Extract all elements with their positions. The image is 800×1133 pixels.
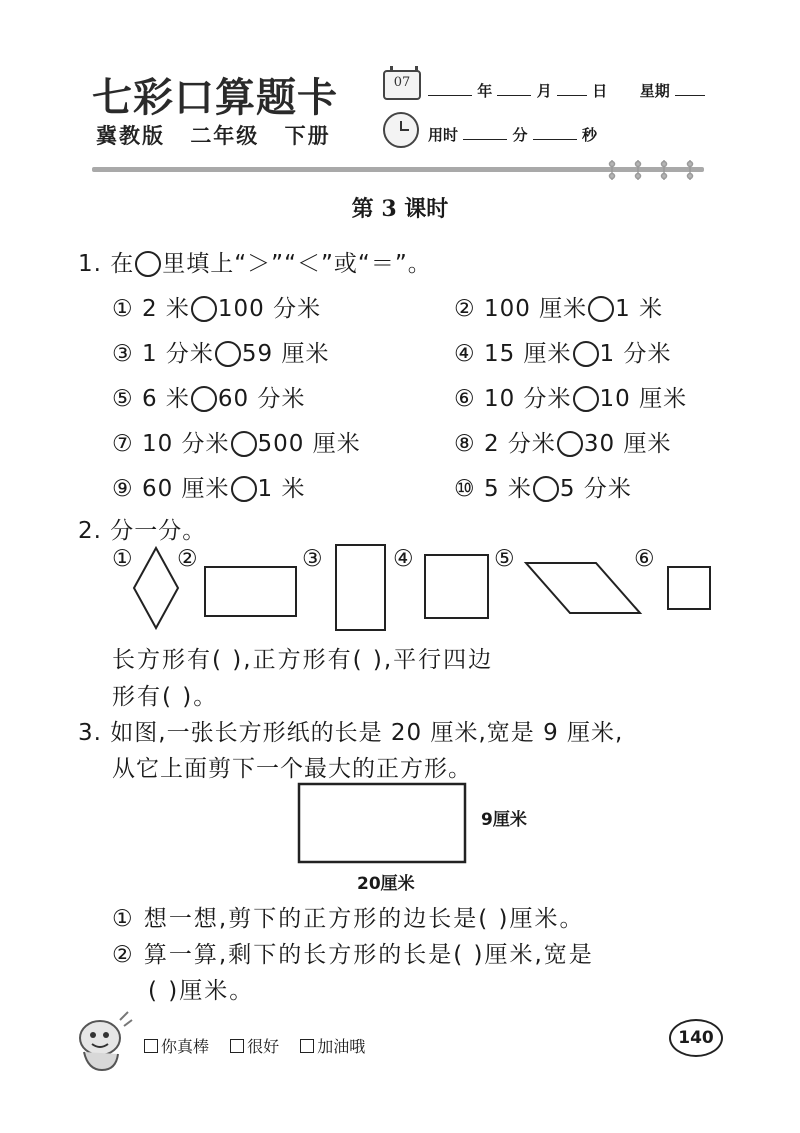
weekday-label: 星期 bbox=[639, 82, 670, 100]
shape-label-5: ⑤ bbox=[494, 546, 515, 572]
shape-label-1: ① bbox=[112, 546, 133, 572]
time-label: 用时 bbox=[428, 126, 459, 144]
item-right: 1 米 bbox=[615, 296, 664, 322]
item-left: 100 厘米 bbox=[483, 296, 588, 322]
mascot-icon bbox=[70, 1008, 136, 1074]
year-label: 年 bbox=[477, 82, 493, 100]
q2-answer-line-1[interactable]: 长方形有( ),正方形有( ),平行四边 bbox=[112, 647, 494, 673]
q3-sub-2[interactable]: ② 算一算,剩下的长方形的长是( )厘米,宽是 bbox=[112, 942, 594, 968]
minute-label: 分 bbox=[512, 126, 528, 144]
shape-rhombus bbox=[134, 548, 178, 628]
shape-label-2: ② bbox=[177, 546, 198, 572]
brand-title: 七彩口算题卡 bbox=[92, 74, 338, 121]
rating-option-great[interactable] bbox=[144, 1037, 209, 1056]
q1-prompt-a: 在 bbox=[110, 251, 135, 277]
item-left: 10 分米 bbox=[141, 431, 230, 457]
item-left: 15 厘米 bbox=[483, 341, 572, 367]
item-number: ⑦ bbox=[112, 431, 134, 457]
rating-options bbox=[144, 1034, 381, 1057]
checkbox-icon bbox=[144, 1039, 158, 1053]
q2-text: 分一分。 bbox=[110, 518, 207, 544]
day-label: 日 bbox=[592, 82, 608, 100]
checkbox-icon bbox=[300, 1039, 314, 1053]
calendar-day: 07 bbox=[393, 75, 411, 90]
item-left: 1 分米 bbox=[141, 341, 214, 367]
rating-option-label: 很好 bbox=[247, 1037, 280, 1056]
item-left: 2 米 bbox=[141, 296, 190, 322]
q1-number: 1. bbox=[78, 251, 102, 277]
q3-sub-3[interactable]: ( )厘米。 bbox=[148, 978, 255, 1004]
length-label: 20厘米 bbox=[357, 874, 415, 894]
item-number: ④ bbox=[454, 341, 476, 367]
item-left: 5 米 bbox=[483, 476, 532, 502]
item-right: 100 分米 bbox=[217, 296, 322, 322]
edition-grade: 二年级 bbox=[190, 124, 260, 148]
item-right: 60 分米 bbox=[217, 386, 306, 412]
item-left: 6 米 bbox=[141, 386, 190, 412]
item-left: 10 分米 bbox=[483, 386, 572, 412]
shape-parallelogram bbox=[526, 563, 640, 613]
shape-rectangle-tall bbox=[336, 545, 385, 630]
item-right: 59 厘米 bbox=[241, 341, 330, 367]
q3-text-1: 如图,一张长方形纸的长是 20 厘米,宽是 9 厘米, bbox=[110, 720, 624, 746]
item-number: ⑩ bbox=[454, 476, 476, 502]
shape-square bbox=[425, 555, 488, 618]
q3-prompt-line-1 bbox=[78, 714, 623, 747]
q3-sub-1[interactable]: ① 想一想,剪下的正方形的边长是( )厘米。 bbox=[112, 906, 585, 932]
item-right: 10 厘米 bbox=[599, 386, 688, 412]
shape-rectangle-wide bbox=[205, 567, 296, 616]
item-left: 2 分米 bbox=[483, 431, 556, 457]
item-right: 30 厘米 bbox=[583, 431, 672, 457]
q2-answer-line-2[interactable]: 形有( )。 bbox=[112, 684, 219, 710]
shape-label-4: ④ bbox=[393, 546, 414, 572]
rating-option-label: 你真棒 bbox=[161, 1037, 210, 1056]
item-right: 1 米 bbox=[257, 476, 306, 502]
q3-number: 3. bbox=[78, 720, 102, 746]
q1-prompt-b: 里填上“＞”“＜”或“＝”。 bbox=[162, 251, 432, 277]
shape-label-3: ③ bbox=[302, 546, 323, 572]
item-number: ⑥ bbox=[454, 386, 476, 412]
edition-publisher: 冀教版 bbox=[96, 124, 165, 148]
item-number: ① bbox=[112, 296, 134, 322]
edition-volume: 下册 bbox=[284, 124, 331, 148]
item-number: ⑨ bbox=[112, 476, 134, 502]
item-right: 500 厘米 bbox=[257, 431, 361, 457]
item-left: 60 厘米 bbox=[141, 476, 230, 502]
item-number: ⑤ bbox=[112, 386, 134, 412]
checkbox-icon bbox=[230, 1039, 244, 1053]
item-right: 5 分米 bbox=[559, 476, 632, 502]
q3-prompt-line-2: 从它上面剪下一个最大的正方形。 bbox=[112, 756, 472, 782]
rating-option-good[interactable] bbox=[230, 1037, 279, 1056]
second-label: 秒 bbox=[581, 126, 597, 144]
rating-option-label: 加油哦 bbox=[317, 1037, 366, 1056]
month-label: 月 bbox=[536, 82, 552, 100]
shape-square-small bbox=[668, 567, 710, 609]
page-number: 140 bbox=[669, 1019, 723, 1057]
item-right: 1 分米 bbox=[599, 341, 672, 367]
item-number: ⑧ bbox=[454, 431, 476, 457]
rating-option-keep-going[interactable] bbox=[300, 1037, 365, 1056]
item-number: ③ bbox=[112, 341, 134, 367]
q2-number: 2. bbox=[78, 518, 102, 544]
shape-label-6: ⑥ bbox=[634, 546, 655, 572]
lesson-title: 第 3 课时 bbox=[351, 196, 449, 222]
q3-figure bbox=[297, 782, 469, 864]
width-label: 9厘米 bbox=[481, 810, 527, 830]
paper-rectangle bbox=[299, 784, 465, 862]
item-number: ② bbox=[454, 296, 476, 322]
